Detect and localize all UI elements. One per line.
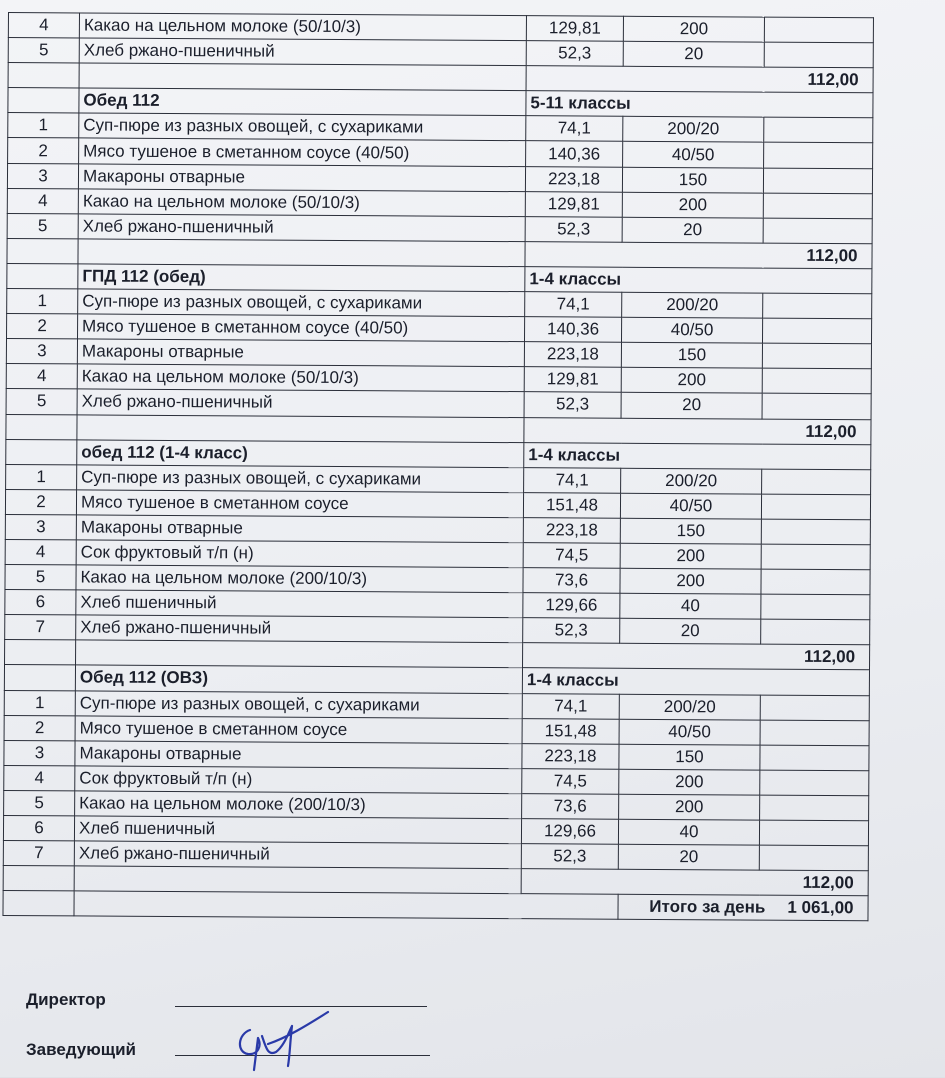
blank-cell <box>763 168 872 194</box>
item-number: 3 <box>6 339 77 365</box>
section-total: 112,00 <box>523 643 870 670</box>
blank-cell <box>763 193 872 219</box>
section-total: 112,00 <box>526 66 873 93</box>
blank-cell <box>762 469 871 495</box>
item-name: Суп-пюре из разных овощей, с сухариками <box>77 465 524 493</box>
blank-cell <box>761 594 870 620</box>
blank-cell <box>6 414 77 440</box>
item-price: 129,81 <box>524 367 621 393</box>
day-total-label: Итого за день <box>649 897 766 917</box>
item-price: 129,81 <box>525 191 622 217</box>
item-name: Мясо тушеное в сметанном соусе (40/50) <box>79 138 526 166</box>
item-name: Мясо тушеное в сметанном соусе <box>76 490 523 518</box>
item-number: 4 <box>6 364 77 390</box>
blank-cell <box>6 439 77 465</box>
item-yield: 40 <box>620 593 761 619</box>
section-total: 112,00 <box>524 417 871 444</box>
item-name: Какао на цельном молоке (50/10/3) <box>78 189 525 217</box>
item-name: Мясо тушеное в сметанном соусе <box>75 716 522 744</box>
item-number: 2 <box>4 715 75 741</box>
blank-cell <box>761 544 870 570</box>
section-grade: 5-11 классы <box>526 91 873 118</box>
item-yield: 20 <box>618 844 759 870</box>
blank-cell <box>760 720 869 746</box>
item-price: 74,1 <box>526 116 623 142</box>
blank-cell <box>74 891 618 919</box>
item-number: 2 <box>8 138 79 164</box>
section-total: 112,00 <box>521 869 868 896</box>
blank-cell <box>3 866 74 892</box>
item-price: 74,5 <box>523 543 620 569</box>
blank-cell <box>762 343 871 369</box>
item-number: 1 <box>6 464 77 490</box>
director-label: Директор <box>26 990 106 1009</box>
item-yield: 20 <box>620 618 761 644</box>
item-name: Сок фруктовый т/п (н) <box>75 766 522 794</box>
item-yield: 200 <box>619 794 760 820</box>
item-number: 5 <box>6 389 77 415</box>
section-grade: 1-4 классы <box>524 442 871 469</box>
blank-cell <box>761 494 870 520</box>
director-signature-line <box>175 1006 427 1007</box>
item-yield: 20 <box>622 217 763 243</box>
blank-cell <box>760 795 869 821</box>
item-number: 5 <box>4 790 75 816</box>
item-name: Мясо тушеное в сметанном соусе (40/50) <box>78 314 525 342</box>
item-name: Хлеб пшеничный <box>76 590 523 618</box>
item-price: 151,48 <box>522 718 619 744</box>
blank-cell <box>4 665 75 691</box>
item-yield: 40/50 <box>619 719 760 745</box>
manager-label: Заведующий <box>26 1040 137 1059</box>
blank-cell <box>762 394 871 420</box>
item-number: 6 <box>3 815 74 841</box>
blank-cell <box>762 368 871 394</box>
blank-cell <box>760 745 869 771</box>
item-yield: 40/50 <box>623 142 764 168</box>
item-price: 129,66 <box>523 593 620 619</box>
item-number: 6 <box>5 590 76 616</box>
section-title: Обед 112 (ОВЗ) <box>75 665 522 693</box>
item-number: 5 <box>7 213 78 239</box>
item-name: Макароны отварные <box>77 339 524 367</box>
section-title: ГПД 112 (обед) <box>78 264 525 292</box>
item-number: 2 <box>7 314 78 340</box>
item-yield: 150 <box>620 518 761 544</box>
blank-cell <box>79 63 526 91</box>
item-number: 4 <box>5 539 76 565</box>
blank-cell <box>764 143 873 169</box>
blank-cell <box>760 770 869 796</box>
item-number: 2 <box>5 489 76 515</box>
blank-cell <box>761 619 870 645</box>
item-number: 4 <box>8 13 79 39</box>
item-name: Хлеб ржано-пшеничный <box>78 214 525 242</box>
blank-cell <box>764 42 873 68</box>
item-price: 74,1 <box>525 292 622 318</box>
item-number: 1 <box>8 113 79 139</box>
item-yield: 200 <box>619 769 760 795</box>
section-grade: 1-4 классы <box>522 668 869 695</box>
item-price: 223,18 <box>522 743 619 769</box>
item-name: Хлеб ржано-пшеничный <box>79 38 526 66</box>
item-yield: 200/20 <box>619 694 760 720</box>
blank-cell <box>78 239 525 267</box>
item-price: 52,3 <box>521 844 618 870</box>
blank-cell <box>763 293 872 319</box>
item-price: 140,36 <box>524 317 621 343</box>
item-name: Какао на цельном молоке (50/10/3) <box>77 364 524 392</box>
item-name: Какао на цельном молоке (50/10/3) <box>79 13 526 41</box>
item-yield: 40/50 <box>620 493 761 519</box>
item-yield: 150 <box>621 342 762 368</box>
item-yield: 200 <box>620 543 761 569</box>
item-number: 4 <box>4 765 75 791</box>
item-name: Макароны отварные <box>76 515 523 543</box>
item-name: Какао на цельном молоке (200/10/3) <box>75 791 522 819</box>
item-price: 74,1 <box>522 693 619 719</box>
item-yield: 40 <box>618 819 759 845</box>
blank-cell <box>764 17 873 43</box>
handwritten-signature <box>228 1008 338 1078</box>
section-grade: 1-4 классы <box>525 267 872 294</box>
blank-cell <box>76 640 523 668</box>
item-number: 5 <box>5 565 76 591</box>
item-yield: 200 <box>622 192 763 218</box>
item-name: Хлеб ржано-пшеничный <box>74 841 521 869</box>
item-yield: 150 <box>619 744 760 770</box>
item-name: Какао на цельном молоке (200/10/3) <box>76 565 523 593</box>
section-title: обед 112 (1-4 класс) <box>77 440 524 468</box>
item-yield: 200/20 <box>622 292 763 318</box>
blank-cell <box>759 845 868 871</box>
item-yield: 200 <box>620 568 761 594</box>
item-yield: 20 <box>621 393 762 419</box>
blank-cell <box>761 519 870 545</box>
section-total: 112,00 <box>525 242 872 269</box>
item-yield: 200/20 <box>623 117 764 143</box>
item-price: 140,36 <box>526 141 623 167</box>
item-name: Суп-пюре из разных овощей, с сухариками <box>75 690 522 718</box>
blank-cell <box>5 640 76 666</box>
blank-cell <box>77 414 524 442</box>
item-name: Хлеб пшеничный <box>74 816 521 844</box>
blank-cell <box>763 218 872 244</box>
item-name: Сок фруктовый т/п (н) <box>76 540 523 568</box>
item-number: 3 <box>7 163 78 189</box>
item-price: 151,48 <box>523 492 620 518</box>
item-price: 74,5 <box>522 768 619 794</box>
item-price: 52,3 <box>524 392 621 418</box>
item-price: 129,66 <box>521 819 618 845</box>
item-price: 223,18 <box>524 342 621 368</box>
item-yield: 200 <box>623 16 764 42</box>
blank-cell <box>760 695 869 721</box>
item-price: 52,3 <box>526 41 623 67</box>
item-number: 7 <box>3 841 74 867</box>
blank-cell <box>7 238 78 264</box>
blank-cell <box>759 820 868 846</box>
item-number: 3 <box>5 514 76 540</box>
blank-cell <box>7 263 78 289</box>
item-number: 1 <box>7 289 78 315</box>
item-name: Суп-пюре из разных овощей, с сухариками <box>79 113 526 141</box>
day-total-value: 1 061,00 <box>787 898 854 918</box>
item-yield: 200 <box>621 368 762 394</box>
item-price: 73,6 <box>522 794 619 820</box>
item-name: Макароны отварные <box>78 163 525 191</box>
item-yield: 40/50 <box>621 317 762 343</box>
blank-cell <box>74 866 521 894</box>
item-price: 223,18 <box>525 166 622 192</box>
day-total-row <box>3 891 868 921</box>
item-number: 7 <box>5 615 76 641</box>
blank-cell <box>761 569 870 595</box>
item-name: Макароны отварные <box>75 741 522 769</box>
item-name: Хлеб ржано-пшеничный <box>76 615 523 643</box>
item-yield: 200/20 <box>621 468 762 494</box>
blank-cell <box>8 63 79 89</box>
item-price: 74,1 <box>524 467 621 493</box>
blank-cell <box>762 318 871 344</box>
blank-cell <box>3 891 74 917</box>
item-price: 52,3 <box>525 216 622 242</box>
item-name: Суп-пюре из разных овощей, с сухариками <box>78 289 525 317</box>
blank-cell <box>764 117 873 143</box>
item-number: 5 <box>8 38 79 64</box>
day-total-cell <box>618 895 868 922</box>
item-price: 73,6 <box>523 568 620 594</box>
item-number: 1 <box>4 690 75 716</box>
item-price: 52,3 <box>523 618 620 644</box>
item-price: 129,81 <box>526 16 623 42</box>
menu-table <box>2 12 874 922</box>
item-number: 4 <box>7 188 78 214</box>
item-yield: 150 <box>622 167 763 193</box>
item-yield: 20 <box>623 41 764 67</box>
section-title: Обед 112 <box>79 88 526 116</box>
blank-cell <box>8 88 79 114</box>
item-price: 223,18 <box>523 518 620 544</box>
item-number: 3 <box>4 740 75 766</box>
item-name: Хлеб ржано-пшеничный <box>77 389 524 417</box>
